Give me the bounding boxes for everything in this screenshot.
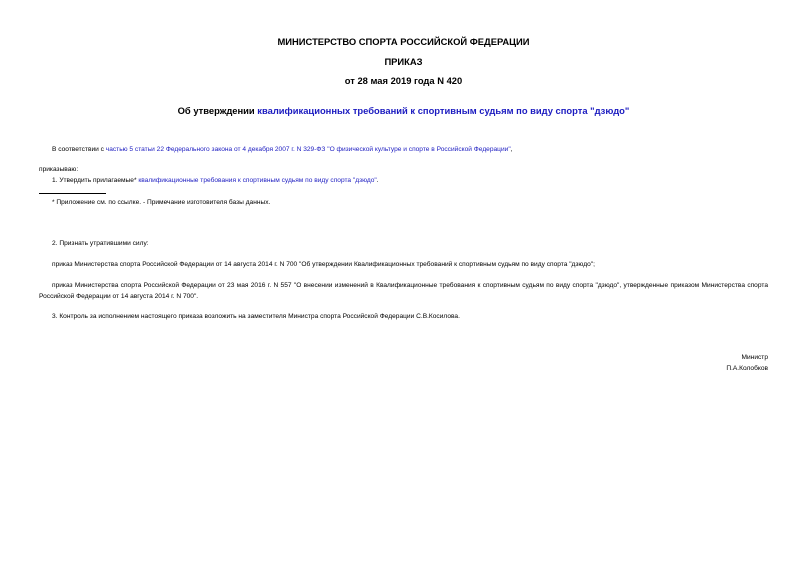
document-title: [0, 105, 807, 116]
item-1-before: 1. Утвердить прилагаемые*: [52, 177, 139, 184]
preamble-law-link[interactable]: частью 5 статьи 22 Федерального закона от 4 декабря 2007 г. N 329-ФЗ "О физической культуре и спорте в Российской Федерации": [105, 146, 511, 153]
signature-name: П.А.Колобков: [726, 365, 768, 372]
title-prefix: Об утверждении: [177, 105, 258, 116]
item-1-after: .: [376, 177, 379, 184]
item-2-paragraph: 2. Признать утратившими силу:: [52, 240, 149, 247]
doc-type-heading: ПРИКАЗ: [384, 56, 423, 67]
item-2b-paragraph: приказ Министерства спорта Российской Федерации от 23 мая 2016 г. N 557 "О внесении изменений в Квалификационные требования к спортивным судьям по виду спорта "дзюдо", утвержденные приказом Министерства спорта Российской Федерации от 14 августа 2014 г. N 700".: [39, 282, 768, 300]
order-word: приказываю:: [39, 166, 79, 173]
date-number-heading: от 28 мая 2019 года N 420: [344, 75, 463, 86]
preamble-after: ,: [510, 146, 513, 153]
signature-position: Министр: [741, 354, 768, 361]
ministry-heading: МИНИСТЕРСТВО СПОРТА РОССИЙСКОЙ ФЕДЕРАЦИИ: [277, 36, 530, 47]
preamble-paragraph: [52, 144, 513, 155]
item-2a-paragraph: приказ Министерства спорта Российской Федерации от 14 августа 2014 г. N 700 "Об утверждении Квалификационных требований к спортивным судьям по виду спорта "дзюдо";: [52, 261, 595, 268]
item-1-paragraph: [52, 175, 379, 186]
item-3-paragraph: 3. Контроль за исполнением настоящего приказа возложить на заместителя Министра спорта Российской Федерации С.В.Косилова.: [52, 313, 460, 320]
preamble-before: В соответствии с: [52, 146, 106, 153]
footnote-divider: [39, 193, 106, 194]
footnote-text: * Приложение см. по ссылке. - Примечание изготовителя базы данных.: [52, 199, 271, 206]
item-1-requirements-link[interactable]: квалификационные требования к спортивным судьям по виду спорта "дзюдо": [138, 177, 377, 184]
title-link[interactable]: квалификационных требований к спортивным судьям по виду спорта "дзюдо": [257, 105, 630, 116]
